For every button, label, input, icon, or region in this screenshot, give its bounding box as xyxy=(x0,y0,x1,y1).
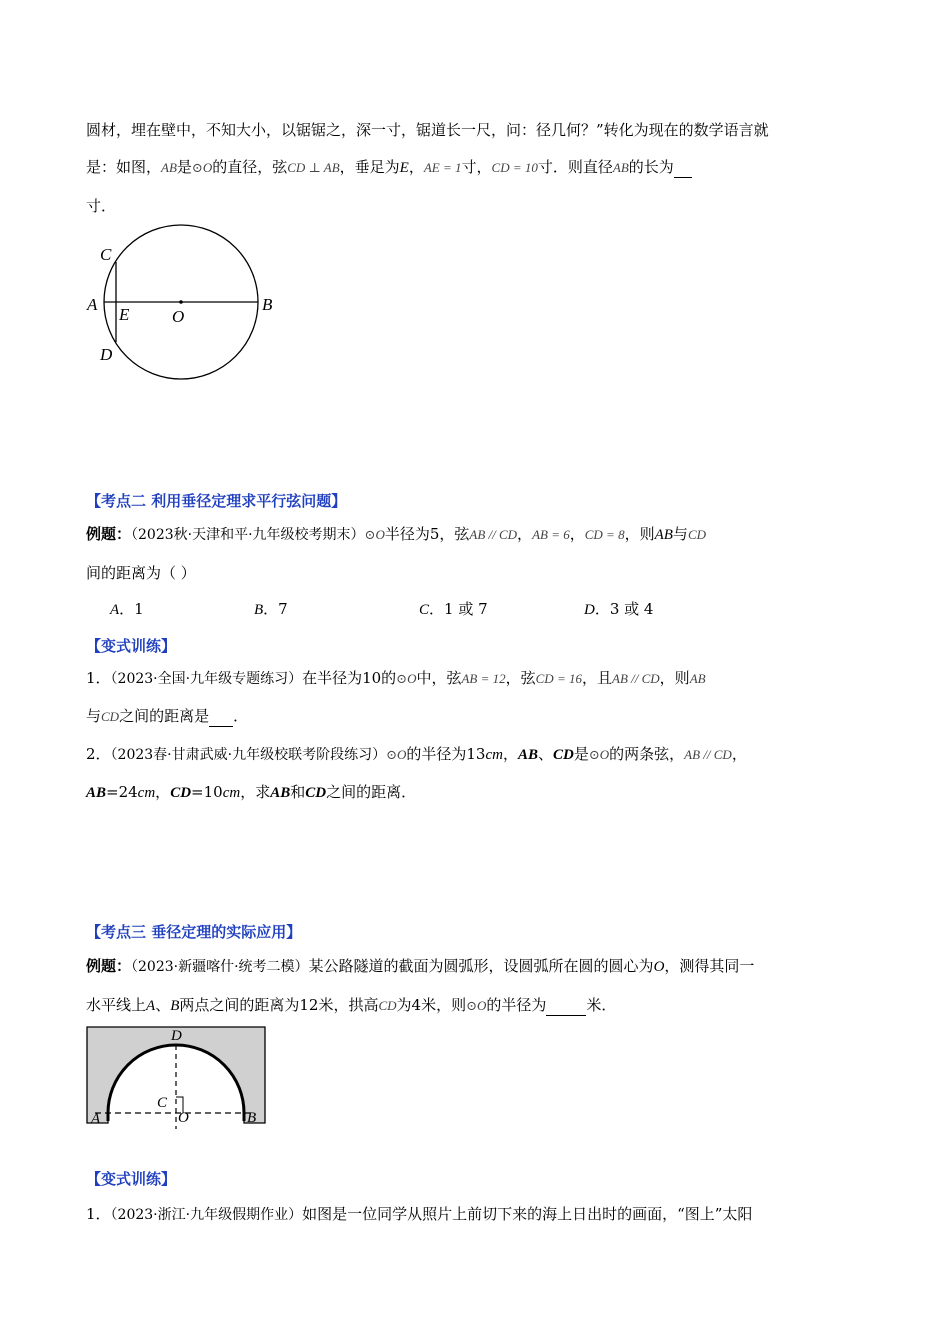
label-e: E xyxy=(119,305,130,324)
option-d[interactable]: D．3 或 4 xyxy=(584,600,654,618)
section-3-example-line-1: 例题：（2023·新疆喀什·统考二模）某公路隧道的截面为圆弧形，设圆弧所在圆的圆心为O，测得其同一 xyxy=(86,957,755,975)
section-2-variant-heading: 【变式训练】 xyxy=(86,637,177,655)
label-c: C xyxy=(157,1095,168,1111)
option-c[interactable]: C．1 或 7 xyxy=(419,600,488,618)
option-a[interactable]: A．1 xyxy=(110,600,144,618)
answer-blank[interactable] xyxy=(674,161,692,178)
section-3-q1-line-1: 1．（2023·浙江·九年级假期作业）如图是一位同学从照片上前切下来的海上日出时的画面，“图上”太阳 xyxy=(86,1205,753,1223)
label-c: C xyxy=(100,245,112,264)
section-2-heading: 【考点二 利用垂径定理求平行弦问题】 xyxy=(86,492,347,510)
example-label: 例题： xyxy=(86,525,132,543)
math-e: E xyxy=(399,160,409,176)
math-odot: ⊙O xyxy=(191,160,213,175)
section-3-example-line-2: 水平线上A、B两点之间的距离为12米，拱高CD为4米，则⊙O的半径为 米． xyxy=(86,996,617,1014)
label-b: B xyxy=(262,295,273,314)
math-ae: AE = 1 xyxy=(423,160,462,175)
tunnel-o-label xyxy=(178,1106,198,1126)
intro-line-1: 圆材，埋在壁中，不知大小，以锯锯之，深一寸，锯道长一尺，问：径几何？”转化为现在的数学语言就 xyxy=(86,121,769,139)
intro-line-2: 是：如图，AB是⊙O的直径，弦CD ⊥ AB，垂足为E，AE = 1寸，CD = 10寸．则直径AB的长为 xyxy=(86,157,692,178)
math-cd-perp-ab: CD ⊥ AB xyxy=(287,160,340,175)
section-2-q1-line-2: 与CD之间的距离是 ． xyxy=(86,707,249,725)
label-b: B xyxy=(247,1110,257,1126)
center-point xyxy=(179,300,183,304)
label-o: O xyxy=(178,1110,189,1126)
section-2-q2-line-1: 2．（2023春·甘肃武威·九年级校联考阶段练习）⊙O的半径为13cm，AB、CD是⊙O的两条弦，AB // CD， xyxy=(86,745,747,763)
answer-blank[interactable] xyxy=(209,710,233,727)
math-cd10: CD = 10 xyxy=(491,160,538,175)
section-3-heading: 【考点三 垂径定理的实际应用】 xyxy=(86,923,302,941)
section-2-example-line-2: 间的距离为（ ） xyxy=(86,564,196,582)
section-3-variant-heading: 【变式训练】 xyxy=(86,1170,177,1188)
answer-blank[interactable] xyxy=(546,999,586,1016)
section-2-q1-line-1: 1．（2023·全国·九年级专题练习）在半径为10的⊙O中，弦AB = 12，弦CD = 16，且AB // CD，则AB xyxy=(86,669,706,687)
circle-figure xyxy=(84,222,284,382)
section-2-q2-line-2: AB=24cm，CD=10cm，求AB和CD之间的距离． xyxy=(86,783,417,801)
math-ab2: AB xyxy=(612,160,629,175)
option-b[interactable]: B．7 xyxy=(254,600,288,618)
math-ab: AB xyxy=(161,160,177,175)
label-a: A xyxy=(91,1111,101,1127)
label-a: A xyxy=(87,295,98,314)
label-d: D xyxy=(100,345,113,364)
intro-line-3: 寸． xyxy=(86,197,117,215)
label-o: O xyxy=(172,307,185,326)
label-d: D xyxy=(171,1028,182,1044)
section-2-example-line-1: 例题：（2023秋·天津和平·九年级校考期末）⊙O半径为5，弦AB // CD，AB = 6，CD = 8，则AB与CD xyxy=(86,525,706,543)
